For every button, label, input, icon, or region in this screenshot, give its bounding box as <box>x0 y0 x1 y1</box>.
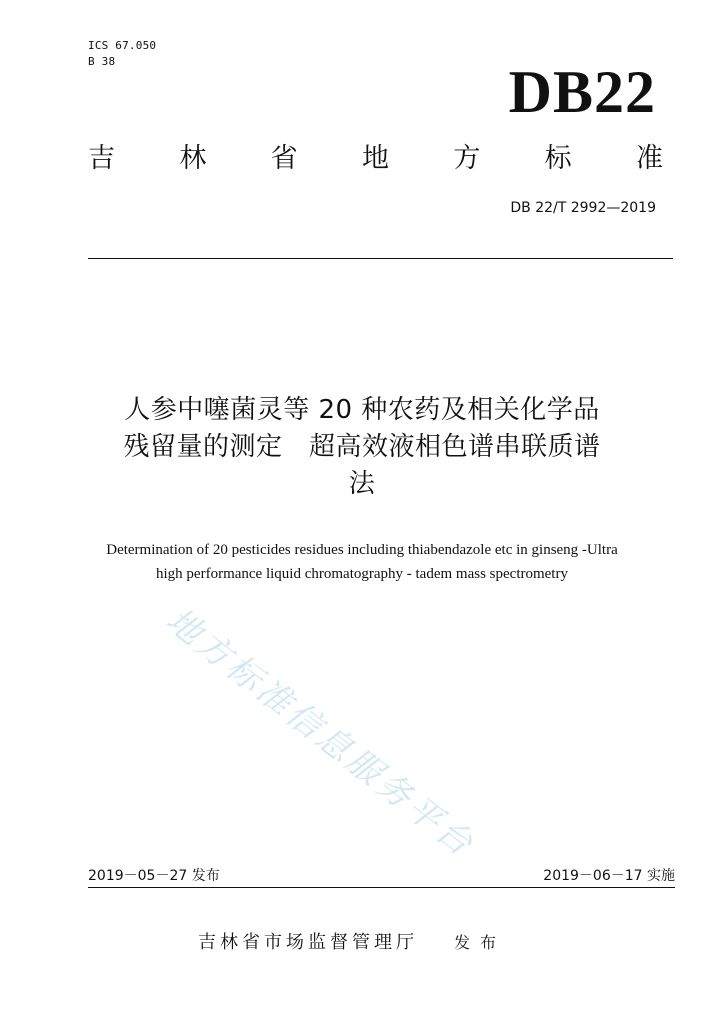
standard-type-char: 标 <box>544 143 572 174</box>
classification-codes <box>88 38 156 70</box>
release-date: 2019－05－27 发布 <box>88 868 220 884</box>
footer-divider <box>88 887 675 888</box>
issuing-authority: 吉林省市场监督管理厅 <box>198 932 418 953</box>
implementation-date: 2019－06－17 实施 <box>543 868 675 884</box>
english-title-line: Determination of 20 pesticides residues including thiabendazole etc in ginseng -Ultra <box>106 542 618 558</box>
standard-type-heading <box>88 142 663 176</box>
issuer-row <box>198 930 506 956</box>
standard-type-char: 吉 <box>88 143 115 174</box>
chinese-title-line: 人参中噻菌灵等 20 种农药及相关化学品 <box>124 395 600 425</box>
standard-type-char: 地 <box>361 143 389 174</box>
ics-code: ICS 67.050 <box>88 39 157 52</box>
standard-type-char: 准 <box>635 143 663 174</box>
chinese-title <box>62 392 662 503</box>
standard-type-char: 方 <box>453 143 481 174</box>
english-title-line: high performance liquid chromatography - tadem mass spectrometry <box>156 566 568 582</box>
english-title <box>40 538 684 586</box>
ccs-code: B 38 <box>88 55 116 68</box>
standard-type-char: 林 <box>179 143 207 174</box>
issue-label: 发布 <box>454 933 507 952</box>
chinese-title-line: 法 <box>348 469 376 499</box>
standard-code-logo: DB22 <box>508 59 656 125</box>
standard-type-char: 省 <box>270 143 298 174</box>
chinese-title-line: 残留量的测定 超高效液相色谱串联质谱 <box>123 432 601 462</box>
date-row <box>88 866 675 886</box>
watermark: 地方标准信息服务平台 <box>158 600 483 866</box>
standard-number: DB 22/T 2992—2019 <box>510 200 656 216</box>
header-divider <box>88 258 673 259</box>
